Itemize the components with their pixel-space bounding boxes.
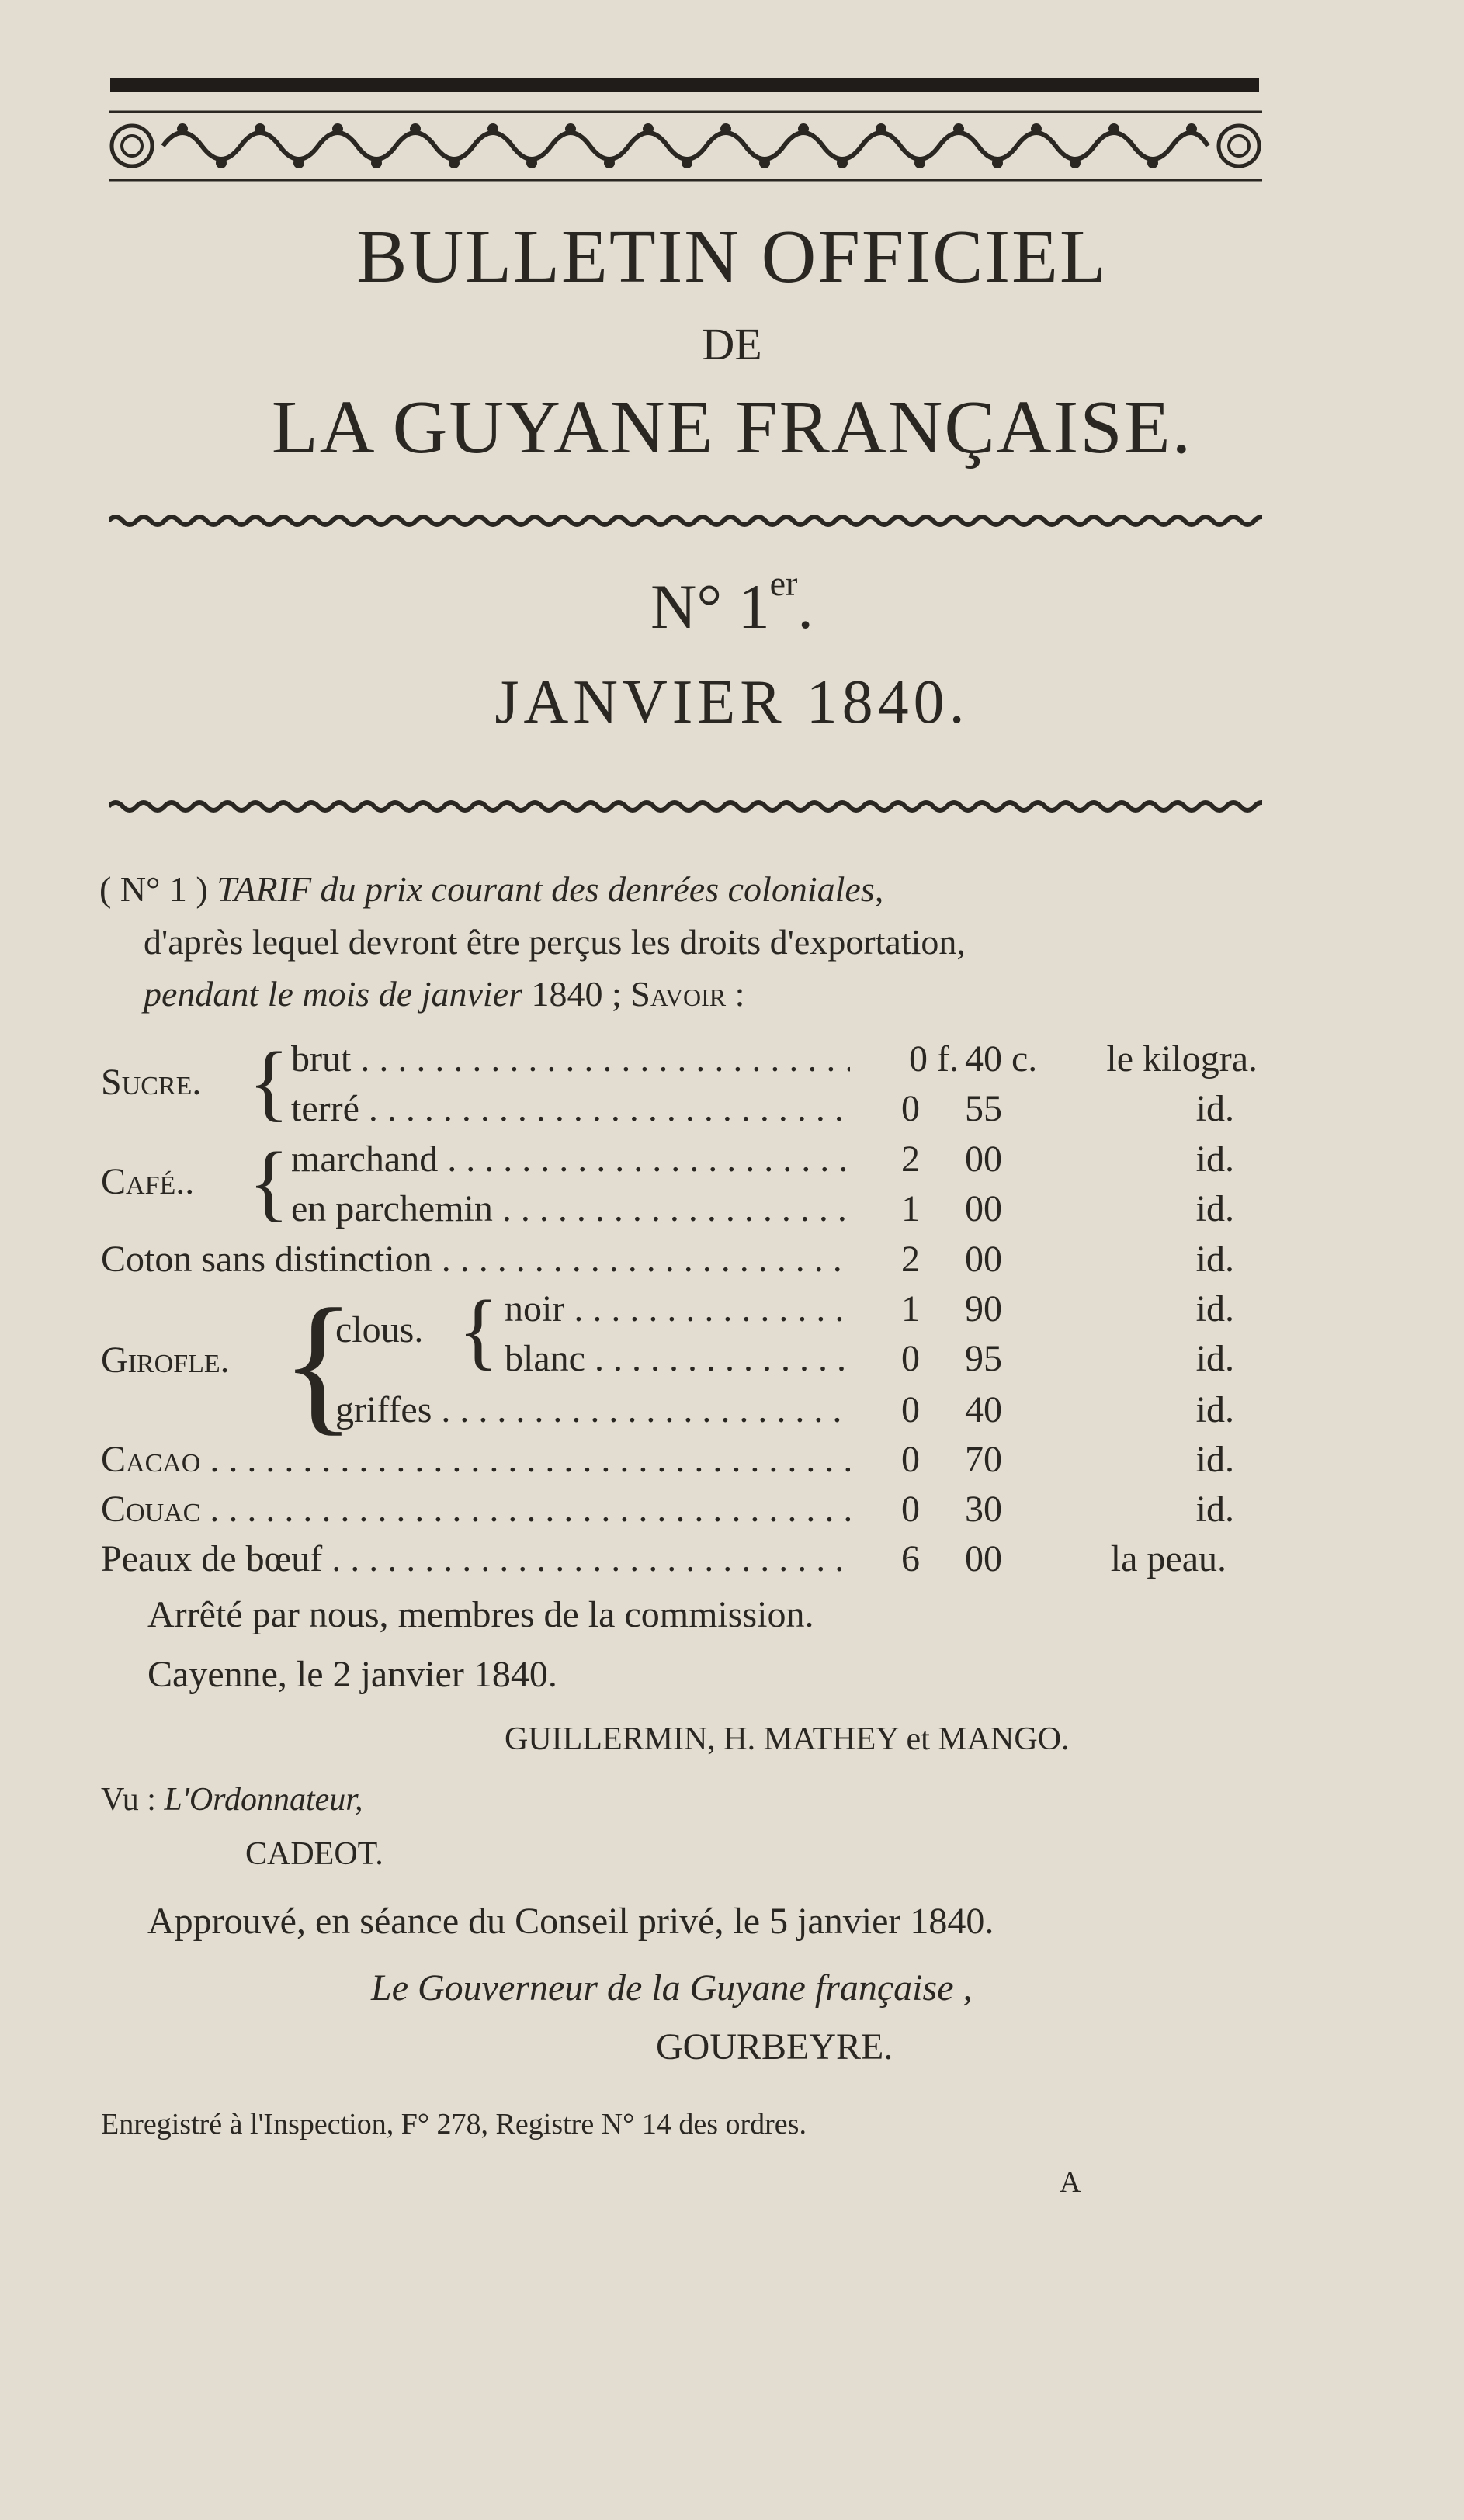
row-francs: 0 — [901, 1489, 920, 1530]
tariff-row — [101, 1236, 1258, 1284]
row-unit: id. — [1195, 1139, 1234, 1180]
wavy-divider-icon — [109, 798, 1262, 815]
title-line-1: BULLETIN OFFICIEL — [356, 215, 1108, 299]
row-centimes: 40 — [965, 1389, 1002, 1430]
brace-icon: { — [248, 1035, 290, 1129]
row-label: Coton sans distinction . . . — [101, 1236, 850, 1284]
vu-line — [101, 1781, 363, 1818]
brace-icon: { — [281, 1277, 356, 1449]
row-unit: id. — [1195, 1239, 1234, 1280]
row-label: brut . . . — [291, 1035, 850, 1083]
row-unit: id. — [1195, 1188, 1234, 1229]
governor-name: GOURBEYRE. — [656, 2026, 893, 2068]
row-francs: 6 — [901, 1538, 920, 1579]
group-label-sucre: Sucre. — [101, 1062, 202, 1103]
row-unit: la peau. — [1110, 1538, 1226, 1579]
row-francs: 1 — [901, 1188, 920, 1229]
decree-text-3b: 1840 ; — [531, 974, 631, 1014]
arrete-line: Arrêté par nous, membres de la commission. — [147, 1594, 814, 1635]
governor-role: Le Gouverneur de la Guyane française , — [371, 1967, 973, 2009]
row-label: marchand . . . — [291, 1135, 850, 1184]
row-francs: 2 — [901, 1139, 920, 1180]
tariff-row — [291, 1135, 1258, 1184]
top-thick-rule — [110, 78, 1259, 92]
row-francs: 0 — [901, 1389, 920, 1430]
decree-text-3c: Savoir : — [630, 974, 745, 1014]
approuve-line: Approuvé, en séance du Conseil privé, le 5 janvier 1840. — [147, 1901, 994, 1942]
title-line-2: DE — [702, 319, 762, 369]
row-label: Couac . . . — [101, 1485, 850, 1534]
row-centimes: 90 — [965, 1288, 1002, 1329]
issue-number — [0, 563, 1464, 643]
row-unit: id. — [1195, 1088, 1234, 1129]
tariff-row — [505, 1335, 1258, 1383]
brace-icon: { — [248, 1135, 290, 1229]
tariff-row — [505, 1285, 1258, 1333]
tariff-row — [101, 1485, 1258, 1534]
row-unit: le kilogra. — [1106, 1038, 1258, 1080]
row-unit: id. — [1195, 1288, 1234, 1329]
decree-line-3 — [144, 970, 1269, 1018]
group-label-cafe: Café.. — [101, 1161, 195, 1202]
signature-mark: A — [1060, 2166, 1081, 2199]
row-centimes: 40 c. — [965, 1038, 1038, 1080]
vu-name: CADEOT. — [245, 1836, 383, 1872]
row-label: en parchemin . . . — [291, 1185, 850, 1233]
tariff-row — [101, 1535, 1258, 1583]
row-centimes: 00 — [965, 1188, 1002, 1229]
row-francs: 2 — [901, 1239, 920, 1280]
row-label: noir . . . — [505, 1285, 850, 1333]
row-unit: id. — [1195, 1338, 1234, 1379]
title-line-3: LA GUYANE FRANÇAISE. — [271, 386, 1193, 470]
row-label: Cacao . . . — [101, 1436, 850, 1484]
decree-text-3a: pendant le mois de janvier — [144, 974, 523, 1014]
row-label: terré . . . — [291, 1085, 850, 1133]
row-label: Peaux de bœuf . . . — [101, 1535, 850, 1583]
brace-icon: { — [458, 1283, 499, 1378]
row-unit: id. — [1195, 1439, 1234, 1480]
row-label: blanc . . . — [505, 1335, 850, 1383]
signatories: GUILLERMIN, H. MATHEY et MANGO. — [505, 1721, 1070, 1757]
tariff-row — [291, 1085, 1258, 1133]
tariff-row — [291, 1035, 1258, 1083]
tariff-row — [101, 1436, 1258, 1484]
tariff-row — [291, 1185, 1258, 1233]
group-label-girofle: Girofle. — [101, 1340, 230, 1381]
issue-number-sup: er — [769, 563, 798, 603]
row-centimes: 55 — [965, 1088, 1002, 1129]
row-label: griffes . . . — [335, 1386, 850, 1434]
vu-role: L'Ordonnateur, — [164, 1782, 363, 1818]
decree-text-1: TARIF du prix courant des denrées coloniales, — [217, 869, 884, 909]
decree-line-2: d'après lequel devront être perçus les droits d'exportation, — [144, 922, 966, 962]
wavy-divider-icon — [109, 512, 1262, 529]
row-centimes: 00 — [965, 1538, 1002, 1579]
issue-date: JANVIER 1840. — [494, 668, 970, 737]
row-centimes: 30 — [965, 1489, 1002, 1530]
row-centimes: 70 — [965, 1439, 1002, 1480]
issue-number-end: . — [797, 571, 814, 642]
row-centimes: 00 — [965, 1239, 1002, 1280]
row-francs: 1 — [901, 1288, 920, 1329]
row-francs: 0 — [901, 1088, 920, 1129]
vu-label: Vu : — [101, 1782, 156, 1818]
row-francs: 0 — [901, 1338, 920, 1379]
issue-number-text: N° 1 — [650, 571, 770, 642]
tariff-row — [335, 1386, 1258, 1434]
group-label-clous: clous. — [335, 1309, 424, 1350]
row-unit: id. — [1195, 1489, 1234, 1530]
place-date-line: Cayenne, le 2 janvier 1840. — [147, 1654, 557, 1695]
registration-line: Enregistré à l'Inspection, F° 278, Registre N° 14 des ordres. — [101, 2108, 807, 2140]
ornamental-border-icon — [109, 106, 1262, 186]
row-centimes: 00 — [965, 1139, 1002, 1180]
row-unit: id. — [1195, 1389, 1234, 1430]
decree-ref: ( N° 1 ) — [99, 869, 208, 909]
decree-line-1 — [99, 865, 1271, 913]
row-centimes: 95 — [965, 1338, 1002, 1379]
row-francs: 0 f. — [909, 1038, 959, 1080]
row-francs: 0 — [901, 1439, 920, 1480]
